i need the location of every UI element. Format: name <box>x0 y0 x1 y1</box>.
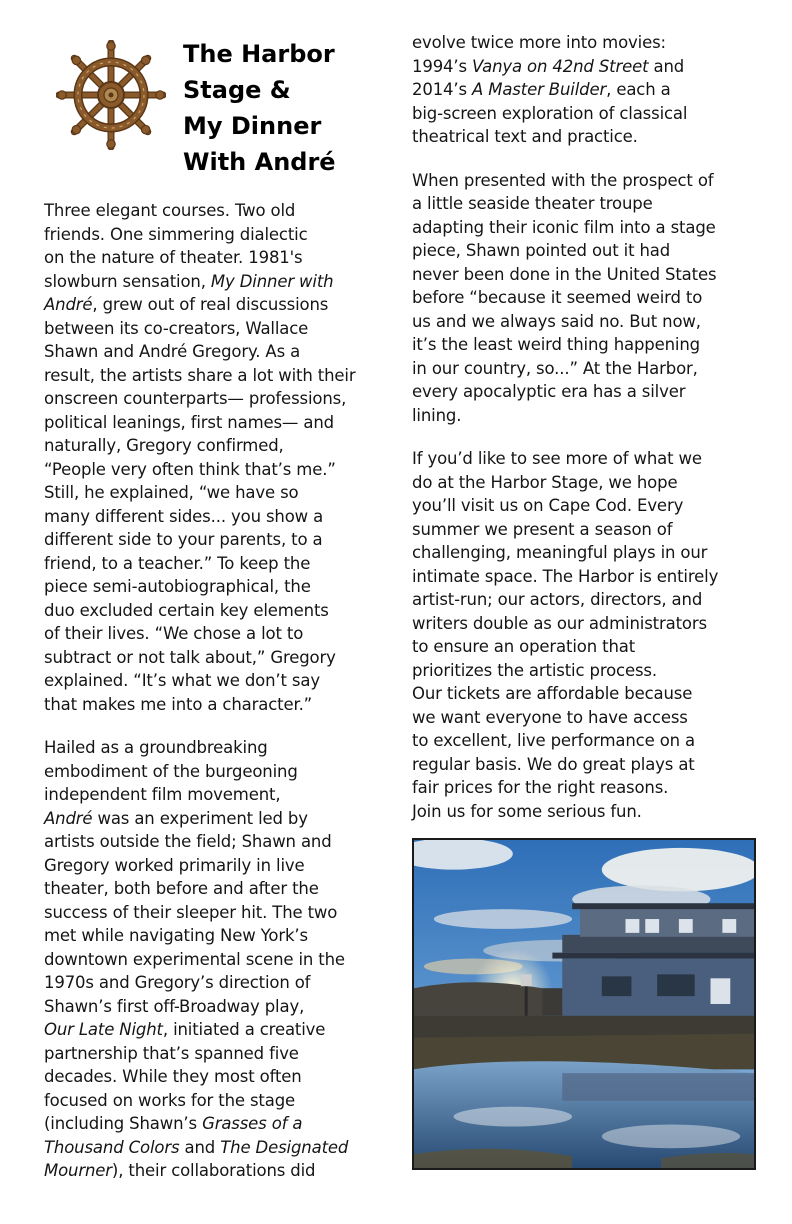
text-line: explained. “It’s what we don’t say <box>44 671 320 690</box>
text-line: artists outside the field; Shawn and <box>44 832 332 851</box>
text-line: prioritizes the artistic process. <box>412 660 657 680</box>
text-line: a little seaside theater troupe <box>412 194 653 213</box>
italic-title: Thousand Colors <box>44 1137 180 1157</box>
text-line: challenging, meaningful plays in our <box>412 543 708 562</box>
text-line: Still, he explained, “we have so <box>44 483 299 502</box>
text-line: result, the artists share a lot with their <box>44 365 356 385</box>
text-line: partnership that’s spanned five <box>44 1043 299 1063</box>
text-line: friends. One simmering dialectic <box>44 224 308 244</box>
text-line: writers double as our administrators <box>412 613 707 633</box>
paragraph-gap <box>412 149 762 169</box>
title-line-1: The Harbor <box>183 40 335 68</box>
text-line: fair prices for the right reasons. <box>412 778 669 797</box>
title-line-3: My Dinner <box>183 112 322 140</box>
text-line: intimate space. The Harbor is entirely <box>412 566 719 586</box>
text-line: (including Shawn’s Grasses of a <box>44 1114 303 1133</box>
text-line: “People very often think that’s me.” <box>44 459 336 479</box>
text-line: Hailed as a groundbreaking <box>44 738 268 757</box>
text-line: lining. <box>412 405 462 425</box>
text-line: Join us for some serious fun. <box>412 801 642 821</box>
text-line: theatrical text and practice. <box>412 127 638 146</box>
text-line: Mourner), their collaborations did <box>44 1161 316 1180</box>
text-line: André was an experiment led by <box>44 808 308 828</box>
italic-title: Our Late Night <box>44 1020 163 1039</box>
text-line: theater, both before and after the <box>44 879 319 898</box>
text-line: big-screen exploration of classical <box>412 103 688 123</box>
text-line: slowburn sensation, My Dinner with <box>44 271 334 291</box>
text-line: do at the Harbor Stage, we hope <box>412 472 678 492</box>
text-line: Gregory worked primarily in live <box>44 855 305 875</box>
text-line: never been done in the United States <box>412 264 717 284</box>
text-line: independent film movement, <box>44 785 281 804</box>
text-line: that makes me into a character.” <box>44 694 313 714</box>
text-line: between its co-creators, Wallace <box>44 318 309 338</box>
text-line: in our country, so...” At the Harbor, <box>412 358 698 378</box>
text-line: piece semi-autobiographical, the <box>44 577 311 596</box>
text-line: If you’d like to see more of what we <box>412 449 702 468</box>
paragraph <box>412 447 762 823</box>
text-line: Our tickets are affordable because <box>412 684 693 703</box>
text-line: regular basis. We do great plays at <box>412 754 695 774</box>
right-column <box>412 31 762 823</box>
harbor-stage-building-photo <box>412 838 756 1170</box>
text-line: naturally, Gregory confirmed, <box>44 436 284 455</box>
text-line: André, grew out of real discussions <box>44 295 329 314</box>
title-line-4: With André <box>183 148 336 176</box>
paragraph <box>412 31 762 149</box>
text-line: piece, Shawn pointed out it had <box>412 241 671 260</box>
left-column <box>44 199 389 1183</box>
text-line: we want everyone to have access <box>412 707 688 727</box>
text-line: to ensure an operation that <box>412 637 636 656</box>
article-title <box>183 36 383 180</box>
title-line-2: Stage & <box>183 76 291 104</box>
text-line: on the nature of theater. 1981's <box>44 248 303 267</box>
text-line: evolve twice more into movies: <box>412 33 666 52</box>
italic-title: Vanya on 42nd Street <box>472 56 649 76</box>
ships-wheel-icon <box>56 40 166 150</box>
text-line: Shawn’s first off-Broadway play, <box>44 996 305 1016</box>
text-line: political leanings, first names— and <box>44 412 334 432</box>
text-line: When presented with the prospect of <box>412 170 714 190</box>
text-line: Three elegant courses. Two old <box>44 201 296 220</box>
paragraph <box>44 736 389 1183</box>
text-line: friend, to a teacher.” To keep the <box>44 553 311 573</box>
italic-title: My Dinner with <box>210 271 334 291</box>
italic-title: André <box>44 808 93 828</box>
text-line: decades. While they most often <box>44 1067 302 1086</box>
text-line: Our Late Night, initiated a creative <box>44 1020 326 1039</box>
text-line: downtown experimental scene in the <box>44 949 345 969</box>
text-line: adapting their iconic film into a stage <box>412 217 716 237</box>
text-line: of their lives. “We chose a lot to <box>44 624 304 643</box>
text-line: many different sides... you show a <box>44 506 324 526</box>
text-line: artist-run; our actors, directors, and <box>412 590 703 609</box>
paragraph-gap <box>44 716 389 736</box>
text-line: success of their sleeper hit. The two <box>44 902 338 922</box>
text-line: you’ll visit us on Cape Cod. Every <box>412 496 684 515</box>
text-line: subtract or not talk about,” Gregory <box>44 647 336 667</box>
italic-title: André <box>44 295 93 314</box>
text-line: 1970s and Gregory’s direction of <box>44 973 311 992</box>
text-line: to excellent, live performance on a <box>412 731 696 750</box>
paragraph <box>44 199 389 716</box>
text-line: different side to your parents, to a <box>44 530 323 549</box>
text-line: embodiment of the burgeoning <box>44 761 298 781</box>
italic-title: Mourner <box>44 1161 112 1180</box>
text-line: us and we always said no. But now, <box>412 311 701 331</box>
text-line: onscreen counterparts— professions, <box>44 389 347 408</box>
text-line: 1994’s Vanya on 42nd Street and <box>412 56 685 76</box>
text-line: before “because it seemed weird to <box>412 288 703 307</box>
text-line: it’s the least weird thing happening <box>412 335 700 354</box>
text-line: met while navigating New York’s <box>44 926 308 945</box>
text-line: summer we present a season of <box>412 519 673 539</box>
text-line: 2014’s A Master Builder, each a <box>412 80 671 99</box>
text-line: Thousand Colors and The Designated <box>44 1137 349 1157</box>
text-line: Shawn and André Gregory. As a <box>44 342 301 361</box>
italic-title: The Designated <box>220 1137 349 1157</box>
text-line: duo excluded certain key elements <box>44 600 329 620</box>
text-line: focused on works for the stage <box>44 1090 296 1110</box>
text-line: every apocalyptic era has a silver <box>412 382 686 401</box>
italic-title: Grasses of a <box>202 1114 303 1133</box>
paragraph-gap <box>412 427 762 447</box>
italic-title: A Master Builder <box>472 80 607 99</box>
paragraph <box>412 169 762 428</box>
